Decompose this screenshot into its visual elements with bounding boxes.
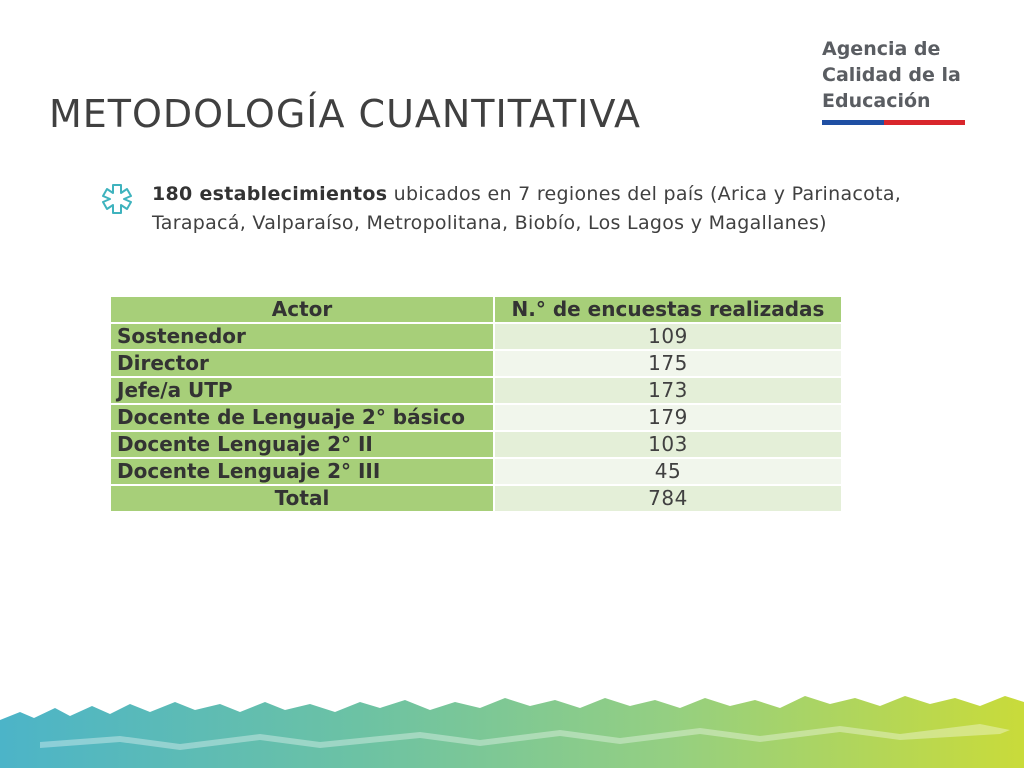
logo-line-3: Educación: [822, 90, 931, 112]
row-actor: Director: [110, 350, 494, 377]
survey-table: [109, 295, 843, 513]
row-value: 103: [494, 431, 842, 458]
page-title: METODOLOGÍA CUANTITATIVA: [49, 92, 642, 136]
bullet-rest-text: ubicados en 7 regiones del país (Arica y Parinacota, Tarapacá, Valparaíso, Metropolitana, Biobío, Los Lagos y Magallanes): [152, 183, 902, 234]
bullet-text: [152, 180, 972, 238]
row-actor: Sostenedor: [110, 323, 494, 350]
row-value: 173: [494, 377, 842, 404]
table-row: [110, 431, 842, 458]
row-value: 175: [494, 350, 842, 377]
total-label: Total: [110, 485, 494, 512]
logo-line-2: Calidad de la: [822, 64, 961, 86]
table-row: [110, 377, 842, 404]
row-actor: Docente Lenguaje 2° III: [110, 458, 494, 485]
logo-line-1: Agencia de: [822, 38, 941, 60]
table-row: [110, 404, 842, 431]
header-actor: Actor: [110, 296, 494, 323]
logo-flag-bar: [822, 120, 965, 125]
logo-bar-blue: [822, 120, 884, 125]
table-row: [110, 323, 842, 350]
table-row: [110, 350, 842, 377]
table-header-row: [110, 296, 842, 323]
bullet-bold-text: 180 establecimientos: [152, 183, 388, 205]
table-total-row: [110, 485, 842, 512]
decorative-brush-stroke: [0, 690, 1024, 768]
table-row: [110, 458, 842, 485]
header-surveys: N.° de encuestas realizadas: [494, 296, 842, 323]
row-value: 45: [494, 458, 842, 485]
agency-logo: [822, 36, 972, 125]
row-actor: Docente de Lenguaje 2° básico: [110, 404, 494, 431]
total-value: 784: [494, 485, 842, 512]
row-value: 109: [494, 323, 842, 350]
logo-bar-red: [884, 120, 965, 125]
row-actor: Docente Lenguaje 2° II: [110, 431, 494, 458]
row-value: 179: [494, 404, 842, 431]
asterisk-outline-icon: [100, 182, 134, 216]
row-actor: Jefe/a UTP: [110, 377, 494, 404]
